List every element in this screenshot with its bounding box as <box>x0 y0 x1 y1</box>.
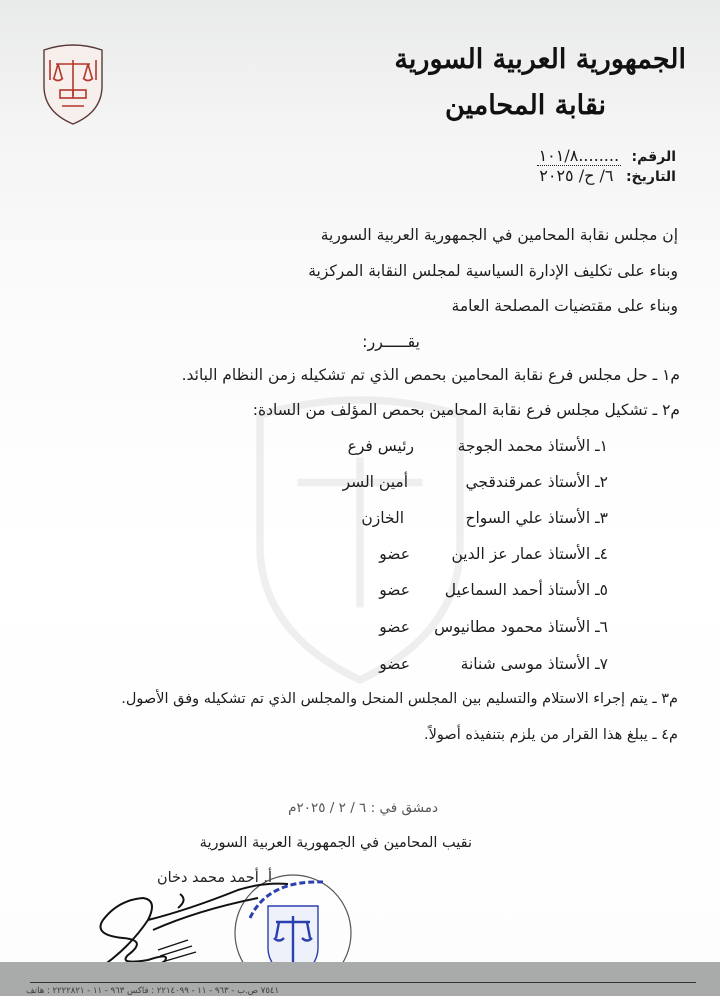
article-2: م٢ ـ تشكيل مجلس فرع نقابة المحامين بحمص المؤلف من السادة: <box>252 401 680 419</box>
decides-heading: يقـــــرر: <box>362 332 420 351</box>
handwritten-signature <box>88 880 298 975</box>
member-name: ٢ـ الأستاذ عمرقندقجي <box>465 473 608 491</box>
article-4: م٤ ـ يبلغ هذا القرار من يلزم بتنفيذه أصولاً. <box>424 727 678 743</box>
date-line <box>537 166 676 185</box>
member-role: رئيس فرع <box>347 437 414 455</box>
footer-divider <box>30 982 696 983</box>
article-1: م١ ـ حل مجلس فرع نقابة المحامين بحمص الذي تم تشكيله زمن النظام البائد. <box>181 366 680 384</box>
place-and-date: دمشق في : ٦ / ٢ / ٢٠٢٥م <box>288 800 438 816</box>
date-value: ٦/ ح/ ٢٠٢٥ <box>539 166 614 185</box>
header-subtitle: نقابة المحامين <box>445 90 606 121</box>
member-role: الخازن <box>361 509 404 527</box>
member-name: ١ـ الأستاذ محمد الجوجة <box>457 437 608 455</box>
article-3: م٣ ـ يتم إجراء الاستلام والتسليم بين المجلس المنحل والمجلس الذي تم تشكيله وفق الأصول. <box>121 691 678 707</box>
preamble-line: وبناء على تكليف الإدارة السياسية لمجلس النقابة المركزية <box>308 262 678 280</box>
preamble-line: إن مجلس نقابة المحامين في الجمهورية العربية السورية <box>320 226 678 244</box>
signatory-title: نقيب المحامين في الجمهورية العربية السورية <box>199 835 472 851</box>
reference-value: ........١٠١/٨ <box>538 146 620 165</box>
member-role: عضو <box>379 618 410 636</box>
member-role: عضو <box>379 655 410 673</box>
member-name: ٥ـ الأستاذ أحمد السماعيل <box>444 581 608 599</box>
member-role: أمين السر <box>342 473 408 491</box>
reference-label: الرقم: <box>631 149 676 165</box>
member-name: ٣ـ الأستاذ علي السواح <box>465 509 608 527</box>
date-label: التاريخ: <box>625 169 676 185</box>
footer-contact-info: ٧٥٤١ ص.ب - ٩٦٣ - ١١ - ٢٢١٤٠٩٩ : فاكس ٩٦٣ - ١١ - ٢٢٢٢٨٢١ : هاتف <box>26 986 280 996</box>
member-name: ٦ـ الأستاذ محمود مطانيوس <box>434 618 608 636</box>
member-name: ٧ـ الأستاذ موسى شنانة <box>460 655 608 673</box>
member-role: عضو <box>379 581 410 599</box>
preamble-line: وبناء على مقتضيات المصلحة العامة <box>451 297 678 315</box>
bar-association-shield-icon <box>40 40 106 126</box>
member-role: عضو <box>379 545 410 563</box>
reference-number-line <box>537 146 676 165</box>
header-title: الجمهورية العربية السورية <box>394 44 686 75</box>
signatory-name: أ. أحمد محمد دخان <box>156 870 272 886</box>
member-name: ٤ـ الأستاذ عمار عز الدين <box>451 545 608 563</box>
